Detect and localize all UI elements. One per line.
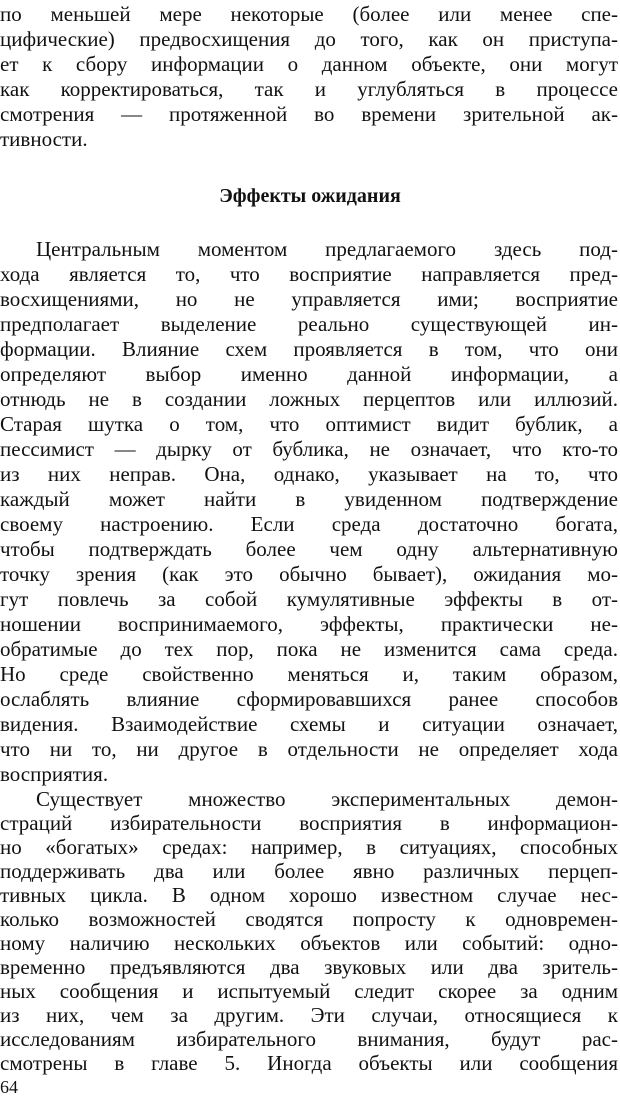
text-line: восприятия. [0, 762, 109, 786]
text-line: смотрены в главе 5. Иногда объекты или сообщения [0, 1051, 618, 1075]
text-line: ношении воспринимаемого, эффекты, практически не- [0, 612, 618, 636]
page-number: 64 [0, 1077, 18, 1097]
text-line: страций избирательности восприятия в информацион- [0, 811, 618, 835]
text-line: формации. Влияние схем проявляется в том, что они [0, 337, 618, 361]
text-line: ослаблять влияние сформировавшихся ранее способов [0, 687, 618, 711]
text-line: каждый может найти в увиденном подтверждение [0, 487, 618, 511]
text-line: восхищениями, но не управляется ими; восприятие [0, 287, 618, 311]
text-line: временно предъявляются два звуковых или два зритель- [0, 955, 618, 979]
text-line: ных сообщения и испытуемый следит скорее за одним [0, 979, 618, 1003]
text-line: точку зрения (как это обычно бывает), ожидания мо- [0, 562, 618, 586]
text-line: хода является то, что восприятие направляется пред- [0, 262, 618, 286]
text-line: что ни то, ни другое в отдельности не определяет хода [0, 737, 618, 761]
text-line: по меньшей мере некоторые (более или менее спе- [0, 2, 618, 26]
text-line: поддерживать два или более явно различных перцеп- [0, 859, 618, 883]
text-line: пессимист — дырку от бублика, не означает, что кто-то [0, 437, 618, 461]
text-line: тивности. [0, 127, 88, 151]
text-line: Но среде свойственно меняться и, таким образом, [0, 662, 618, 686]
text-line: отнюдь не в создании ложных перцептов или иллюзий. [0, 387, 618, 411]
text-line: из них неправ. Она, однако, указывает на то, что [0, 462, 618, 486]
text-line: гут повлечь за собой кумулятивные эффекты в от- [0, 587, 618, 611]
text-line: ному наличию нескольких объектов или событий: одно- [0, 931, 618, 955]
text-line: как корректироваться, так и углубляться в процессе [0, 77, 618, 101]
text-line: исследованиям избирательного внимания, будут рас- [0, 1027, 618, 1051]
text-line: обратимые до тех пор, пока не изменится сама среда. [0, 637, 618, 661]
text-line: ет к сбору информации о данном объекте, они могут [0, 52, 618, 76]
text-line: тивных цикла. В одном хорошо известном случае нес- [0, 883, 618, 907]
section-heading: Эффекты ожидания [219, 185, 401, 207]
text-line: Центральным моментом предлагаемого здесь под- [36, 237, 618, 261]
text-line: чтобы подтверждать более чем одну альтернативную [0, 537, 618, 561]
text-line: Существует множество экспериментальных демон- [36, 787, 618, 811]
text-line: колько возможностей сводятся попросту к одновремен- [0, 907, 618, 931]
text-line: Старая шутка о том, что оптимист видит бублик, а [0, 412, 618, 436]
text-line: из них, чем за другим. Эти случаи, относящиеся к [0, 1003, 618, 1027]
text-line: видения. Взаимодействие схемы и ситуации означает, [0, 712, 618, 736]
text-line: но «богатых» средах: например, в ситуациях, способных [0, 835, 618, 859]
text-line: предполагает выделение реально существующей ин- [0, 312, 618, 336]
text-line: своему настроению. Если среда достаточно богата, [0, 512, 618, 536]
text-line: определяют выбор именно данной информации, а [0, 362, 618, 386]
text-line: смотрения — протяженной во времени зрительной ак- [0, 102, 618, 126]
text-line: цифические) предвосхищения до того, как он приступа- [0, 27, 618, 51]
